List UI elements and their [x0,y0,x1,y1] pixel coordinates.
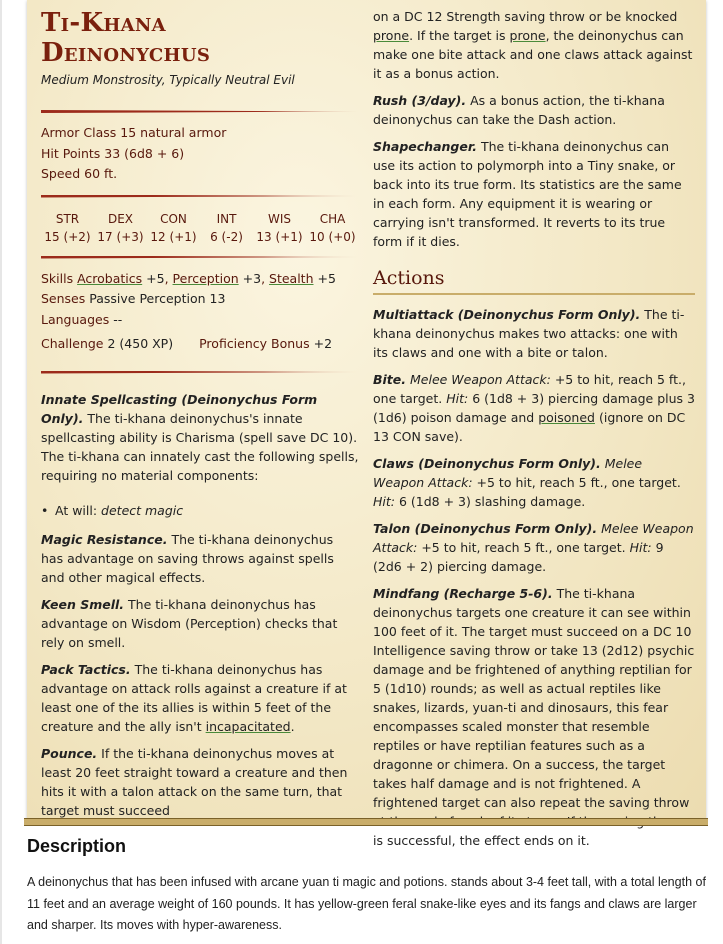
condition-link-prone[interactable]: prone [509,28,546,43]
stat-block-left-column [41,0,359,828]
bullet-icon: • [41,502,49,518]
action-text: The ti-khana deinonychus makes two attacks: one with its claws and one with a bite or talon. [373,307,685,360]
skill-link-stealth[interactable]: Stealth [269,270,314,286]
proficiency-label: Proficiency Bonus [199,336,310,351]
trait-rush [373,91,695,129]
secondary-stats [41,269,359,355]
trait-name: Magic Resistance. [41,531,168,547]
condition-link-prone[interactable]: prone [373,28,410,43]
trait-name: Rush (3/day). [373,93,467,108]
divider [41,110,359,113]
monster-name-line2: Deinonychus [41,38,211,68]
spell-name: detect magic [101,502,184,518]
speed [41,164,359,185]
stat-block-bottom-bar [24,818,708,826]
speed-value: 60 ft. [84,166,118,181]
trait-text: on a DC 12 Strength saving throw or be knocked [373,9,678,24]
attack-type: Melee Weapon Attack: [373,456,643,490]
action-mindfang [373,584,695,850]
trait-name: Shapechanger. [373,139,477,154]
description-text: A deinonychus that has been infused with arcane yuan ti magic and potions. stands about 3-4 feet tall, with a total length of 11 feet and an average weight of 160 pounds. It has yellow-green feral snake-like eyes and its fangs and claws are larger and sharper. Its moves with hyper-awareness. [27,875,706,932]
ability-score: 15 (+2) [44,229,91,244]
ability-name: WIS [267,211,292,226]
hit-points-value: 33 (6d8 + 6) [104,145,185,161]
ability-con [147,210,200,246]
action-name: Bite. [373,372,407,387]
hit-label: Hit: [446,391,469,406]
skill-link-acrobatics[interactable]: Acrobatics [77,270,143,286]
monster-name-line1: Ti-Khana [41,8,166,38]
action-text: 6 (1d8 + 3) piercing damage plus 3 (1d6) poison damage and [373,391,695,425]
speed-label: Speed [41,166,81,181]
ability-name: CON [160,211,187,226]
trait-text: The ti-khana deinonychus has advantage on Wisdom (Perception) checks that rely on smell. [41,596,338,650]
armor-class [41,123,359,144]
at-will-label: At will: [55,502,98,518]
ability-scores [41,210,359,246]
action-text: The ti-khana deinonychus targets one creature it can see within 100 feet of it. The target must succeed on a DC 10 Intelligence saving throw or take 13 (2d12) psychic damage and be frightened of anything reptilian for 5 (1d10) rounds; as well as actual reptiles like snakes, lizards, yuan-ti and dinosaurs, this fear encompasses scaled monster that resemble reptiles or have reptilian features such as a dragonne or chimera. On a success, the target takes half damage and is not frightened. A frightened target can also repeat the saving throw is successful, the effect ends on it. [373,586,695,848]
ability-name: INT [216,211,237,226]
challenge-value: 2 (450 XP) [107,336,174,351]
monster-type: Medium Monstrosity, Typically Neutral Evil [41,73,295,87]
action-claws [373,454,695,511]
attack-type: Melee Weapon Attack: [373,521,694,555]
action-name: Multiattack (Deinonychus Form Only). [373,307,641,322]
page-left-rule [0,0,2,944]
trait-text: As a bonus action, the ti-khana deinonychus can take the Dash action. [373,93,665,127]
trait-name: Innate Spellcasting (Deinonychus Form Only). [41,391,318,426]
skill-bonus: +3 [242,270,262,286]
action-text: 6 (1d8 + 3) slashing damage. [398,494,586,509]
ability-score: 6 (-2) [210,229,243,244]
ability-score: 10 (+0) [309,229,356,244]
skills: Skills Acrobatics +5, Perception +3, Stealth +5 [41,270,336,286]
ability-name: STR [55,211,80,226]
ability-int [200,210,253,246]
trait-innate-spellcasting [41,390,359,485]
trait-text: If the target is [417,28,506,43]
condition-link-poisoned[interactable]: poisoned [538,410,595,425]
hit-points-label: Hit Points [41,145,101,161]
trait-text: The ti-khana deinonychus has advantage on saving throws against spells and other magical effects. [41,531,334,585]
action-name: Talon (Deinonychus Form Only). [373,521,598,536]
ability-score: 13 (+1) [256,229,303,244]
action-name: Claws (Deinonychus Form Only). [373,456,601,471]
hit-label: Hit: [373,494,395,509]
stat-block-right-column [373,0,695,858]
skill-link-perception[interactable]: Perception [172,270,239,286]
action-text: +5 to hit, reach 5 ft., one target. [476,475,681,490]
hit-points [41,144,359,165]
senses-label: Senses [41,291,86,306]
challenge-label: Challenge [41,336,104,351]
spell-list-item [41,501,359,520]
action-text: (ignore on DC 13 CON save). [373,410,686,444]
action-talon [373,519,695,576]
divider [41,371,359,374]
senses [41,289,359,310]
ability-dex [94,210,147,246]
ability-cha [306,210,359,246]
trait-text: , the deinonychus can make one bite attack and one claws attack against it as a bonus action. [373,28,693,81]
proficiency-value: +2 [313,336,333,351]
languages-value: -- [113,311,123,327]
senses-value: Passive Perception 13 [89,291,226,306]
proficiency-bonus [199,334,332,355]
description-heading: Description [27,836,127,856]
trait-name: Pounce. [41,745,98,761]
ability-score: 17 (+3) [97,229,144,244]
armor-class-label: Armor Class [41,125,117,140]
skills-label: Skills [41,270,74,286]
languages-label: Languages [41,311,110,327]
attack-type: Melee Weapon Attack: [410,372,551,387]
actions-heading: Actions [373,265,695,295]
armor-class-value: 15 natural armor [120,125,227,140]
action-name: Mindfang (Recharge 5-6). [373,586,553,601]
ability-name: DEX [107,211,134,226]
ability-wis [253,210,306,246]
skill-bonus: +5 [146,270,165,286]
challenge [41,334,173,355]
trait-text: If the ti-khana deinonychus moves at least 20 feet straight toward a creature and then hits it with a talon attack on the same turn, that target must succeed [41,745,348,818]
challenge-row [41,334,359,355]
action-text: 9 (2d6 + 2) piercing damage. [373,540,664,574]
divider [41,195,359,198]
ability-score: 12 (+1) [150,229,197,244]
trait-text: The ti-khana deinonychus's innate spellcasting ability is Charisma (spell save DC 10). The ti-khana can innately cast the following spells, requiring no material components: [41,410,359,483]
action-bite [373,370,695,446]
ability-str [41,210,94,246]
trait-pack-tactics: Pack Tactics. The ti-khana deinonychus has advantage on attack rolls against a creature if at least one of the its allies is within 5 feet of the creature and the ally isn't incapacitated. [41,661,347,734]
trait-pounce-continued: on a DC 12 Strength saving throw or be knocked prone. If the target is prone, the deinonychus can make one bite attack and one claws attack against it as a bonus action. [373,9,693,81]
trait-pounce [41,744,359,820]
languages [41,310,359,331]
monster-name [41,8,359,68]
trait-shapechanger [373,137,695,251]
actions-list [373,305,695,850]
trait-text: The ti-khana deinonychus can use its action to polymorph into a Tiny snake, or back into its true form. Its statistics are the same in each form. Any equipment it is wearing or carrying isn't transformed. It reverts to its true form if it dies. [373,139,682,249]
hit-label: Hit: [629,540,652,555]
action-text: +5 to hit, reach 5 ft., one target. [373,372,686,406]
divider [41,256,359,259]
trait-text: The ti-khana deinonychus has advantage on attack rolls against a creature if at least one of the its allies is within 5 feet of the creature and the ally isn't [41,661,347,734]
trait-keen-smell [41,595,359,652]
condition-link-incapacitated[interactable]: incapacitated [205,718,291,734]
trait-name: Pack Tactics. [41,661,131,677]
trait-name: Keen Smell. [41,596,125,612]
traits-list [41,390,359,820]
trait-magic-resistance [41,530,359,587]
skill-bonus: +5 [317,270,336,286]
action-text: +5 to hit, reach 5 ft., one target. [421,540,626,555]
ability-name: CHA [319,211,346,226]
core-stats [41,123,359,185]
action-multiattack [373,305,695,362]
